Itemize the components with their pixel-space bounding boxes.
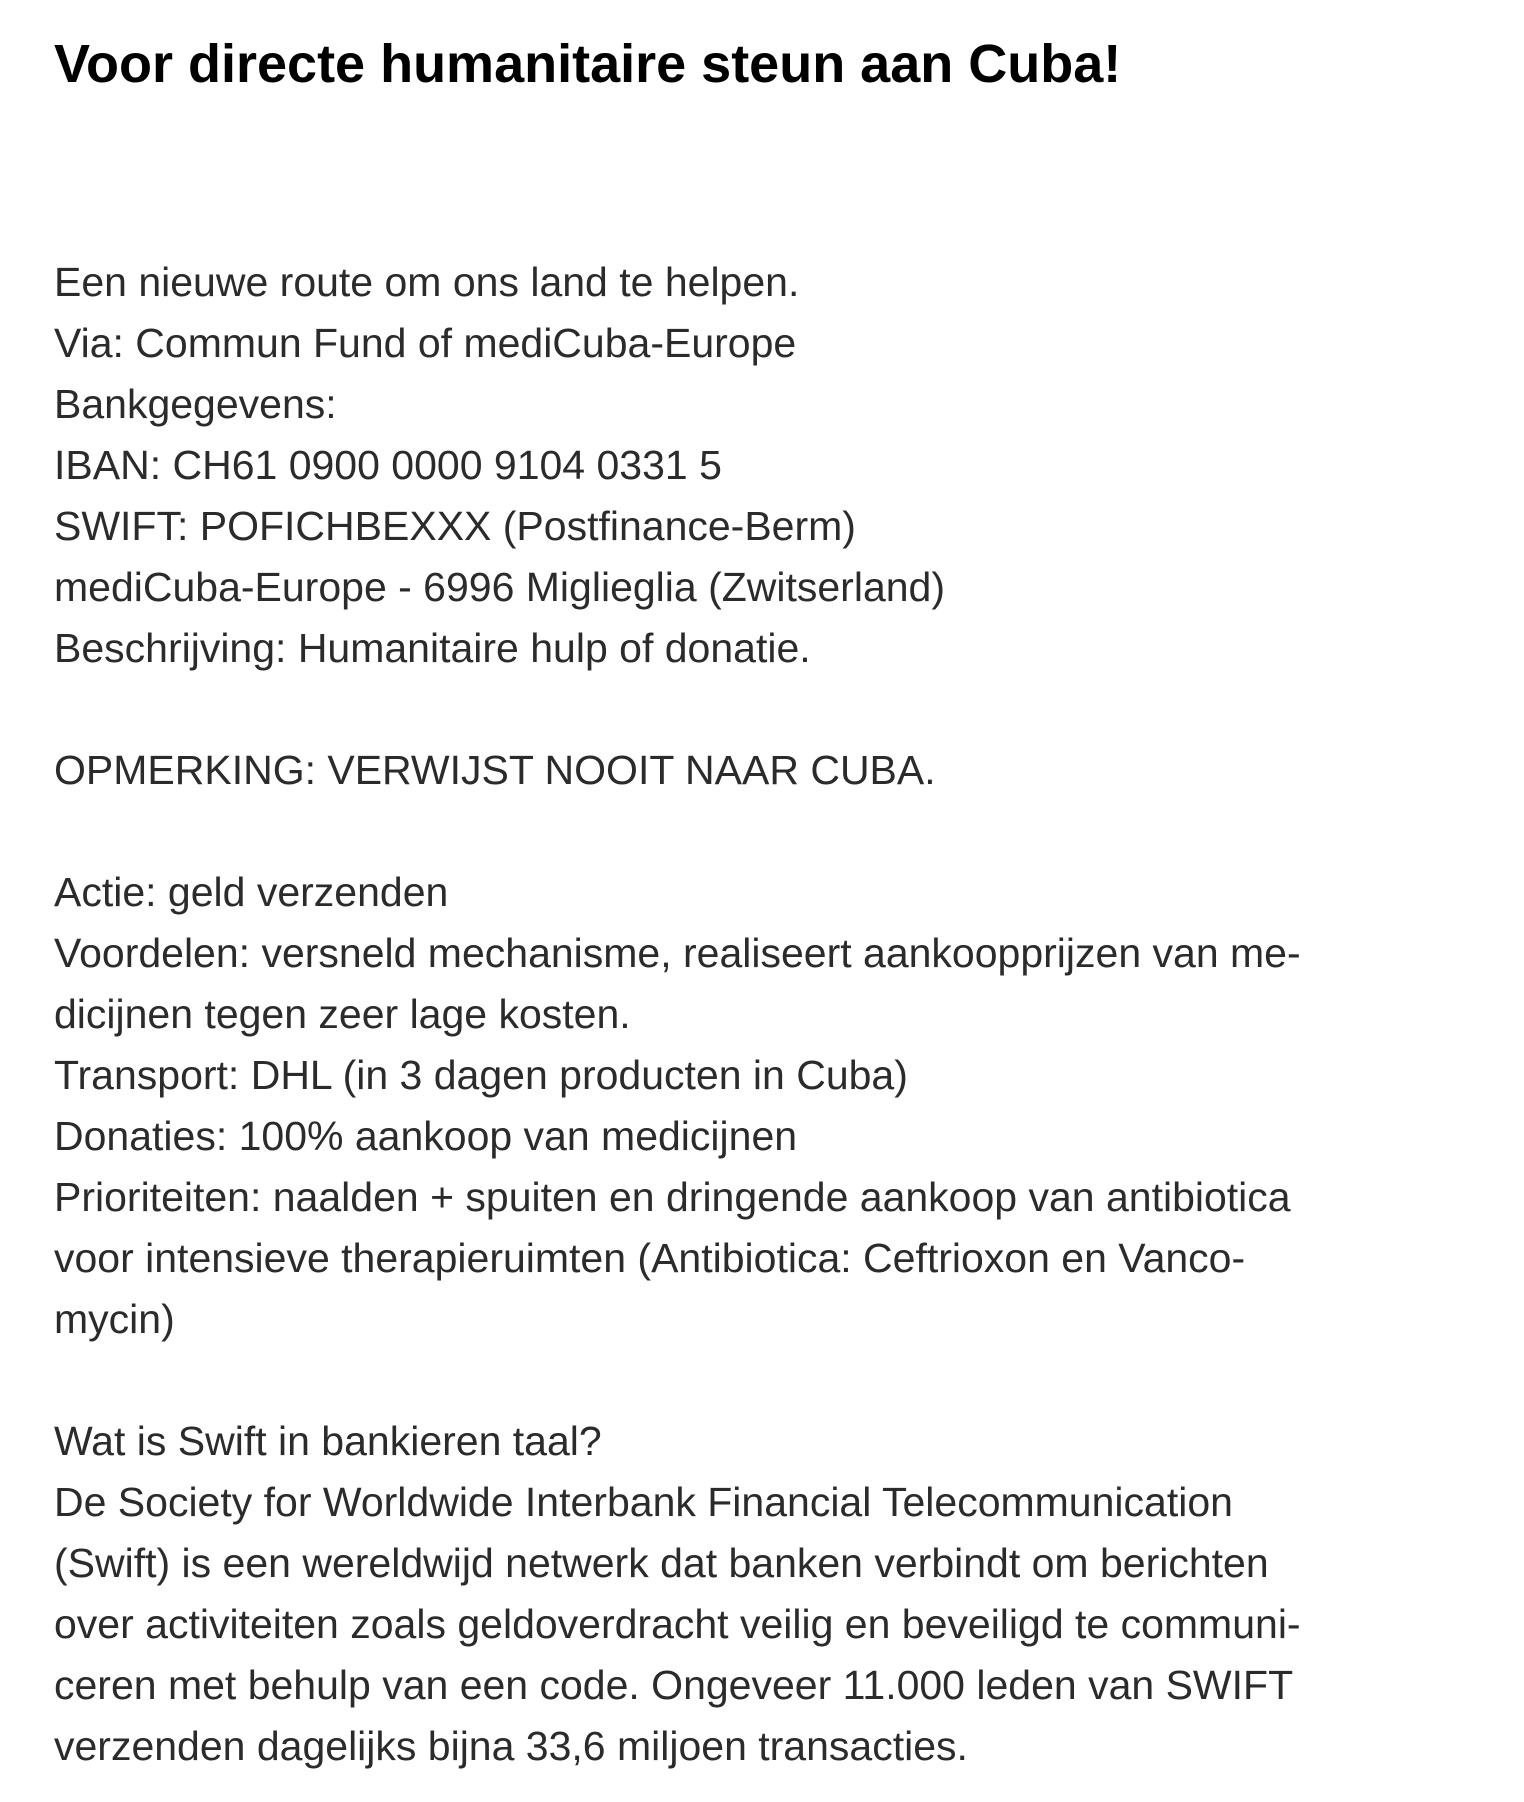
benefits-line: Voordelen: versneld mechanisme, realiseert aankoopprijzen van me- xyxy=(54,930,1301,976)
iban-line: IBAN: CH61 0900 0000 9104 0331 5 xyxy=(54,442,722,488)
benefits-line-cont: dicijnen tegen zeer lage kosten. xyxy=(54,991,631,1037)
paragraph-gap xyxy=(54,801,1494,862)
swift-text-line: (Swift) is een wereldwijd netwerk dat banken verbindt om berichten xyxy=(54,1540,1269,1586)
action-line: Actie: geld verzenden xyxy=(54,869,449,915)
address-line: mediCuba-Europe - 6996 Miglieglia (Zwitserland) xyxy=(54,564,946,610)
note-line: OPMERKING: VERWIJST NOOIT NAAR CUBA. xyxy=(54,747,936,793)
intro-line: Een nieuwe route om ons land te helpen. xyxy=(54,259,800,305)
action-section xyxy=(54,862,1494,1350)
swift-explainer-section xyxy=(54,1411,1494,1777)
priorities-line: Prioriteiten: naalden + spuiten en dringende aankoop van antibiotica xyxy=(54,1174,1291,1220)
page-title: Voor directe humanitaire steun aan Cuba! xyxy=(54,34,1122,94)
paragraph-gap xyxy=(54,679,1494,740)
description-line: Beschrijving: Humanitaire hulp of donatie. xyxy=(54,625,811,671)
swift-question: Wat is Swift in bankieren taal? xyxy=(54,1418,602,1464)
paragraph-gap xyxy=(54,1350,1494,1411)
swift-text-line: over activiteiten zoals geldoverdracht veilig en beveiligd te communi- xyxy=(54,1601,1301,1647)
swift-code-line: SWIFT: POFICHBEXXX (Postfinance-Berm) xyxy=(54,503,856,549)
document-page xyxy=(54,0,1494,1777)
swift-text-line: De Society for Worldwide Interbank Financial Telecommunication xyxy=(54,1479,1233,1525)
bank-details-label: Bankgegevens: xyxy=(54,381,337,427)
note-section xyxy=(54,740,1494,801)
transport-line: Transport: DHL (in 3 dagen producten in Cuba) xyxy=(54,1052,908,1098)
via-line: Via: Commun Fund of mediCuba-Europe xyxy=(54,320,797,366)
swift-text-line: ceren met behulp van een code. Ongeveer 11.000 leden van SWIFT xyxy=(54,1662,1294,1708)
bank-details-section xyxy=(54,252,1494,679)
priorities-line-cont: voor intensieve therapieruimten (Antibiotica: Ceftrioxon en Vanco- xyxy=(54,1235,1246,1281)
priorities-line-end: mycin) xyxy=(54,1296,175,1342)
donations-line: Donaties: 100% aankoop van medicijnen xyxy=(54,1113,798,1159)
swift-text-line: verzenden dagelijks bijna 33,6 miljoen transacties. xyxy=(54,1723,968,1769)
